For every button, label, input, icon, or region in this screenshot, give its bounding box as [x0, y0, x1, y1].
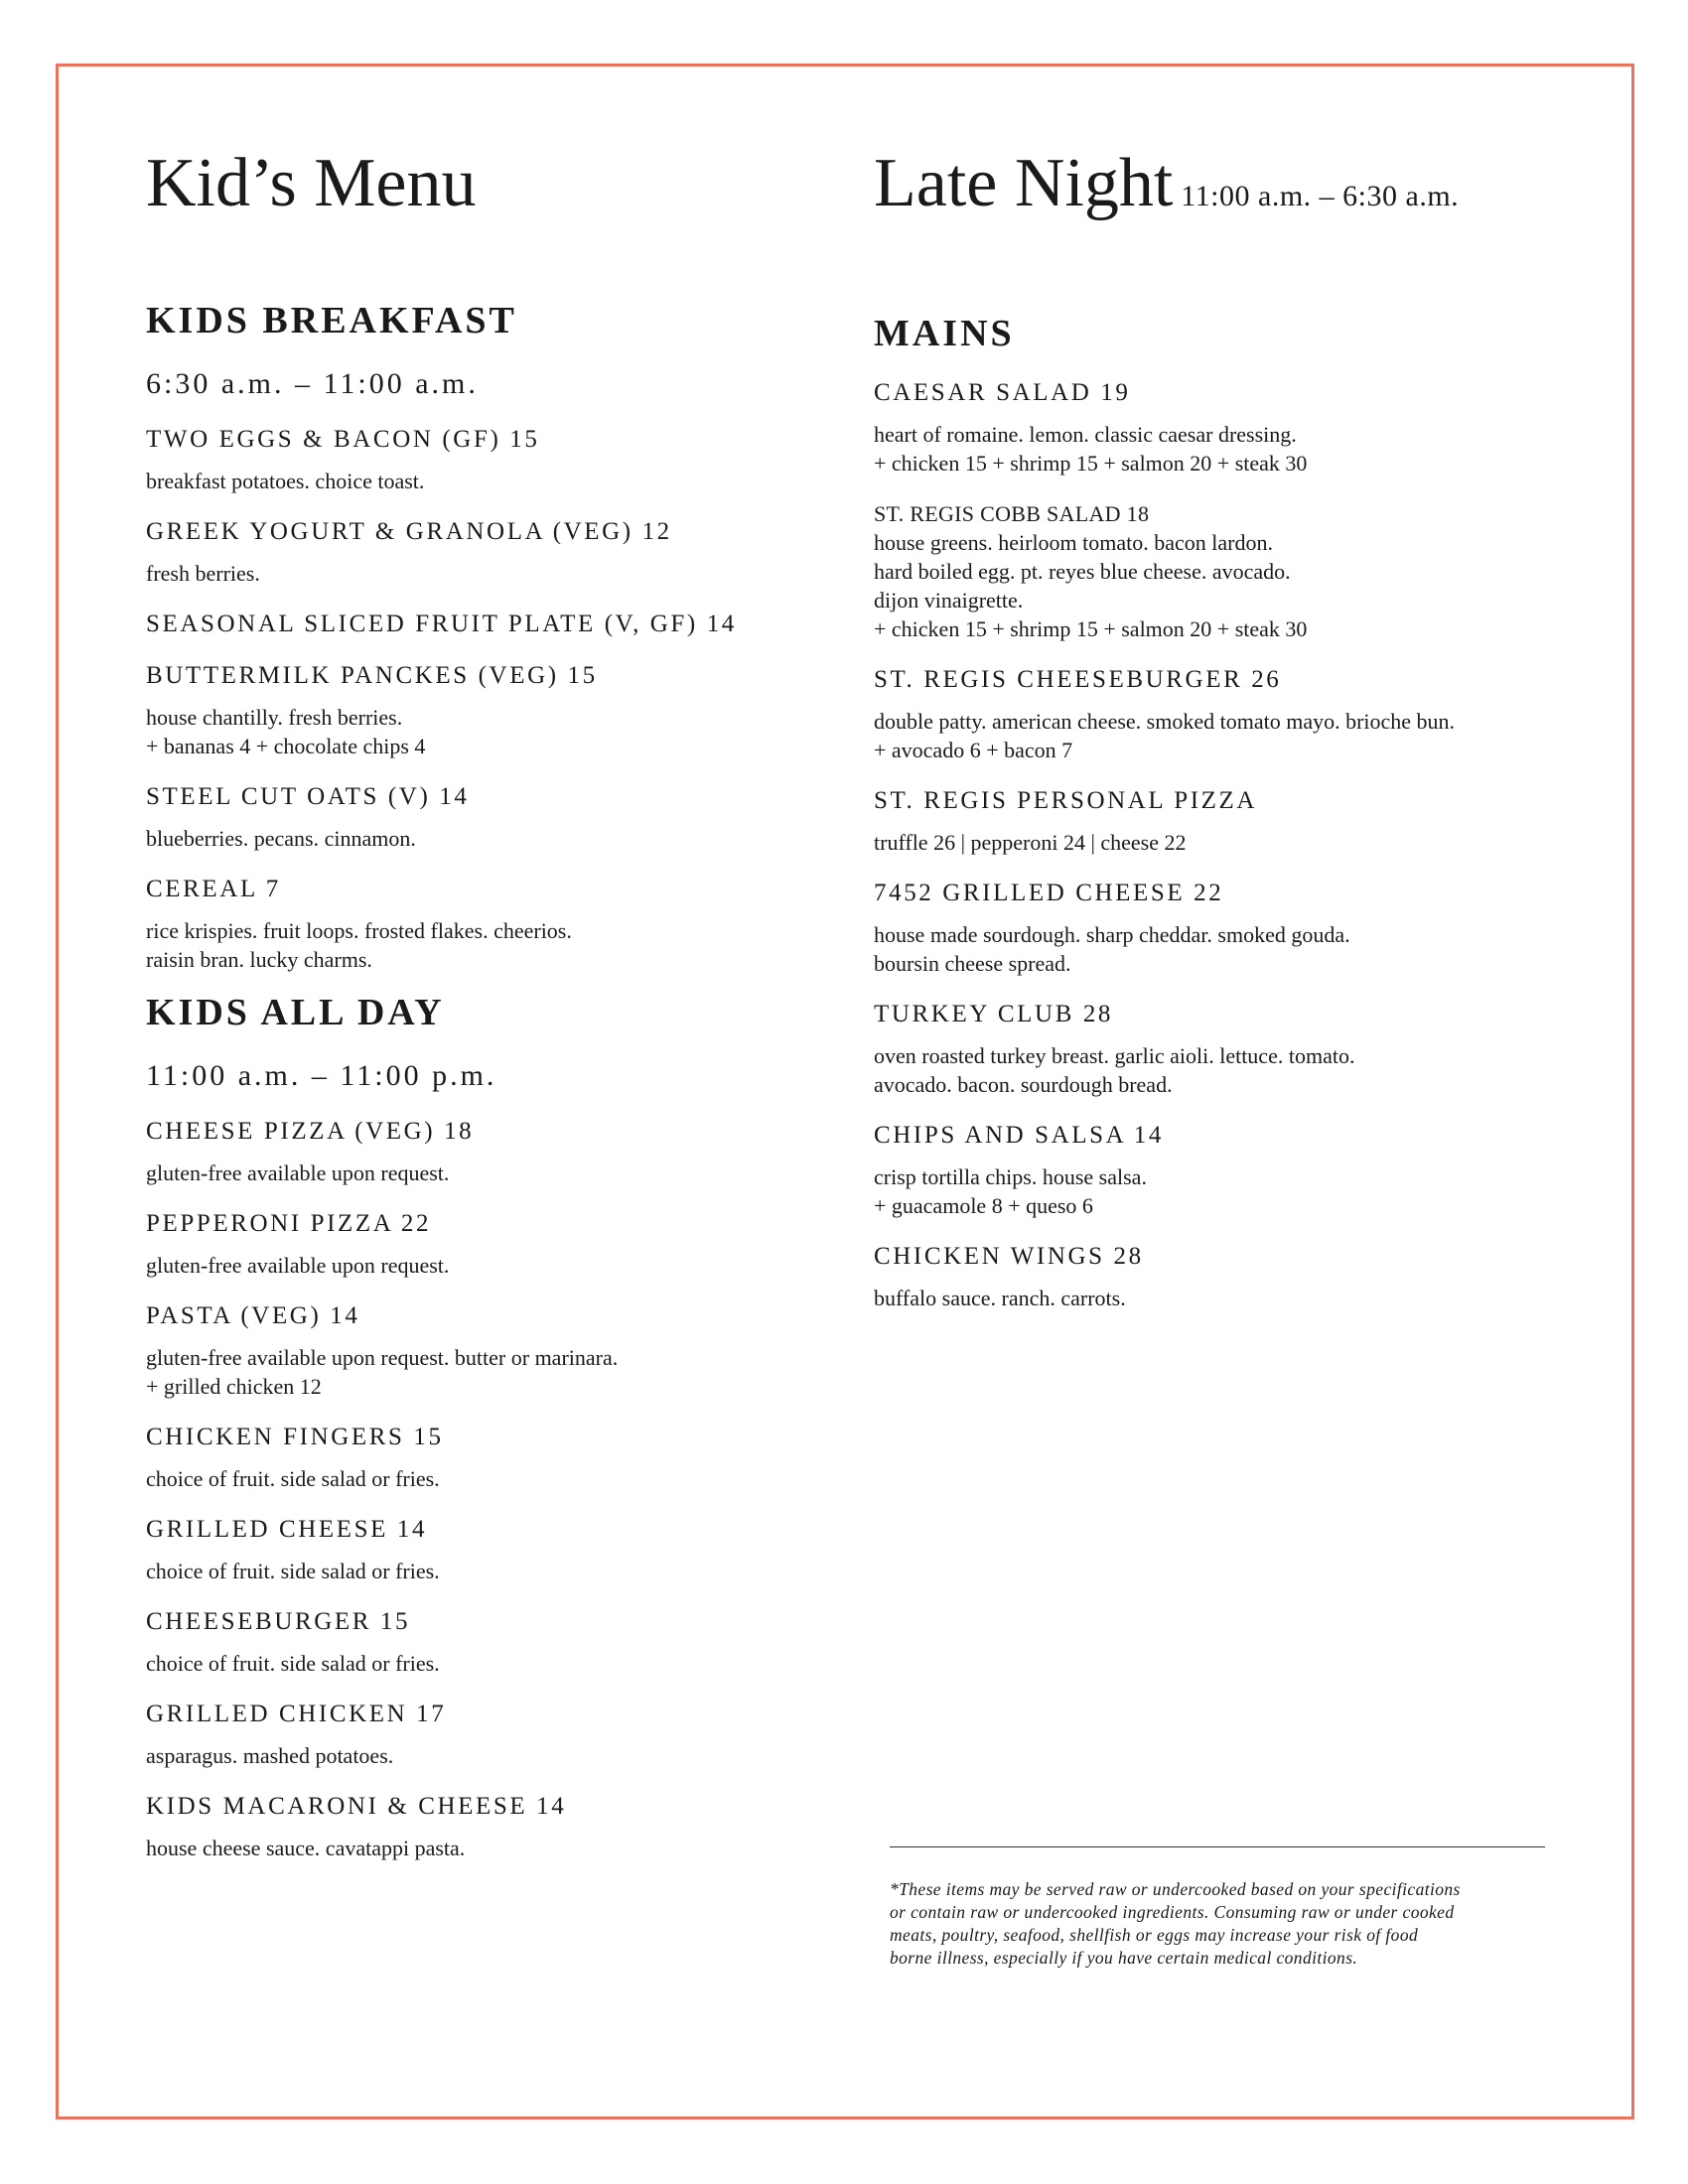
menu-item-name: GRILLED CHEESE 14 [146, 1516, 428, 1543]
menu-item-name: PEPPERONI PIZZA 22 [146, 1210, 432, 1237]
menu-item-name: CAESAR SALAD 19 [874, 379, 1131, 406]
menu-item [874, 786, 1569, 857]
menu-item-name: STEEL CUT OATS (V) 14 [146, 783, 470, 810]
mains-list [874, 378, 1569, 1312]
menu-item-name: CEREAL 7 [146, 876, 281, 902]
menu-item [146, 1301, 841, 1401]
menu-item-description: gluten-free available upon request. [146, 1253, 450, 1278]
menu-item [146, 610, 841, 639]
menu-item-description: gluten-free available upon request. butter or marinara. + grilled chicken 12 [146, 1345, 619, 1399]
menu-item [874, 1000, 1569, 1099]
menu-item-name: CHICKEN WINGS 28 [874, 1243, 1144, 1270]
menu-item-name: GREEK YOGURT & GRANOLA (VEG) 12 [146, 518, 672, 545]
menu-item [146, 1607, 841, 1678]
menu-item-name: TWO EGGS & BACON (GF) 15 [146, 426, 540, 453]
menu-item-description: buffalo sauce. ranch. carrots. [874, 1286, 1126, 1310]
menu-item [874, 665, 1569, 764]
menu-item-description: fresh berries. [146, 561, 260, 586]
menu-item [146, 1117, 841, 1187]
menu-item-name: ST. REGIS CHEESEBURGER 26 [874, 666, 1282, 693]
allergy-footnote: *These items may be served raw or undercooked based on your specifications or contain raw or undercooked ingredients. Consuming raw or under cooked meats, poultry, seafood, shellfish or eggs may increase your risk of food borne illness, especially if you have certain medical conditions. [890, 1879, 1461, 1968]
menu-item-description: asparagus. mashed potatoes. [146, 1743, 394, 1768]
menu-item-description: house chantilly. fresh berries. + bananas 4 + chocolate chips 4 [146, 705, 426, 758]
menu-item-description: gluten-free available upon request. [146, 1160, 450, 1185]
kids-all-day-hours: 11:00 a.m. – 11:00 p.m. [146, 1059, 497, 1092]
menu-item [146, 661, 841, 760]
menu-item-name: 7452 GRILLED CHEESE 22 [874, 880, 1224, 906]
menu-item-name: CHEESEBURGER 15 [146, 1608, 411, 1635]
menu-item [146, 875, 841, 974]
menu-item [146, 1515, 841, 1585]
kids-breakfast-title: KIDS BREAKFAST [146, 300, 517, 341]
late-night-column [874, 139, 1569, 1312]
late-night-hours: 11:00 a.m. – 6:30 a.m. [1181, 180, 1460, 212]
menu-item-name: SEASONAL SLICED FRUIT PLATE (V, GF) 14 [146, 611, 737, 637]
mains-title: MAINS [874, 313, 1015, 354]
late-night-title [874, 139, 1569, 241]
menu-item-name: BUTTERMILK PANCKES (VEG) 15 [146, 662, 598, 689]
menu-item-name: TURKEY CLUB 28 [874, 1001, 1114, 1027]
menu-item [874, 499, 1569, 643]
menu-item [146, 782, 841, 853]
menu-item-name: CHICKEN FINGERS 15 [146, 1424, 444, 1450]
menu-item [874, 1242, 1569, 1312]
menu-item [146, 517, 841, 588]
menu-item-description: blueberries. pecans. cinnamon. [146, 826, 416, 851]
menu-item [146, 1423, 841, 1493]
menu-item [146, 1700, 841, 1770]
menu-item-description: house made sourdough. sharp cheddar. smoked gouda. boursin cheese spread. [874, 922, 1350, 976]
kids-menu-column [146, 139, 841, 1862]
menu-item-description: double patty. american cheese. smoked tomato mayo. brioche bun. + avocado 6 + bacon 7 [874, 709, 1456, 762]
menu-item [146, 1792, 841, 1862]
menu-item-name: GRILLED CHICKEN 17 [146, 1701, 447, 1727]
late-night-title-text: Late Night [874, 145, 1174, 221]
menu-item-name: KIDS MACARONI & CHEESE 14 [146, 1793, 567, 1820]
menu-item-description: crisp tortilla chips. house salsa. + guacamole 8 + queso 6 [874, 1164, 1147, 1218]
menu-item-description: house cheese sauce. cavatappi pasta. [146, 1836, 466, 1860]
menu-item-name: CHEESE PIZZA (VEG) 18 [146, 1118, 475, 1145]
menu-item-description: house greens. heirloom tomato. bacon lardon. hard boiled egg. pt. reyes blue cheese. avocado. dijon vinaigrette. + chicken 15 + shrimp 15 + salmon 20 + steak 30 [874, 530, 1308, 641]
menu-item [146, 425, 841, 495]
menu-item-name: PASTA (VEG) 14 [146, 1302, 360, 1329]
menu-item [874, 1121, 1569, 1220]
menu-item-description: oven roasted turkey breast. garlic aioli. lettuce. tomato. avocado. bacon. sourdough bread. [874, 1043, 1355, 1097]
menu-item [874, 879, 1569, 978]
menu-item-name: ST. REGIS PERSONAL PIZZA [874, 787, 1258, 814]
menu-item [146, 1209, 841, 1280]
menu-item-description: choice of fruit. side salad or fries. [146, 1651, 440, 1676]
footnote-divider [890, 1846, 1545, 1847]
menu-item-description: heart of romaine. lemon. classic caesar dressing. + chicken 15 + shrimp 15 + salmon 20 + steak 30 [874, 422, 1308, 476]
menu-item-description: rice krispies. fruit loops. frosted flakes. cheerios. raisin bran. lucky charms. [146, 918, 572, 972]
kids-all-day-title: KIDS ALL DAY [146, 992, 445, 1033]
menu-item-description: truffle 26 | pepperoni 24 | cheese 22 [874, 830, 1187, 855]
menu-item-description: choice of fruit. side salad or fries. [146, 1559, 440, 1583]
menu-item-name: ST. REGIS COBB SALAD 18 [874, 501, 1150, 526]
menu-item [874, 378, 1569, 478]
menu-item-description: choice of fruit. side salad or fries. [146, 1466, 440, 1491]
menu-item-description: breakfast potatoes. choice toast. [146, 469, 425, 493]
kids-menu-title: Kid’s Menu [146, 145, 477, 221]
menu-item-name: CHIPS AND SALSA 14 [874, 1122, 1165, 1149]
kids-breakfast-list [146, 425, 841, 974]
kids-breakfast-hours: 6:30 a.m. – 11:00 a.m. [146, 367, 479, 400]
kids-all-day-list [146, 1117, 841, 1862]
